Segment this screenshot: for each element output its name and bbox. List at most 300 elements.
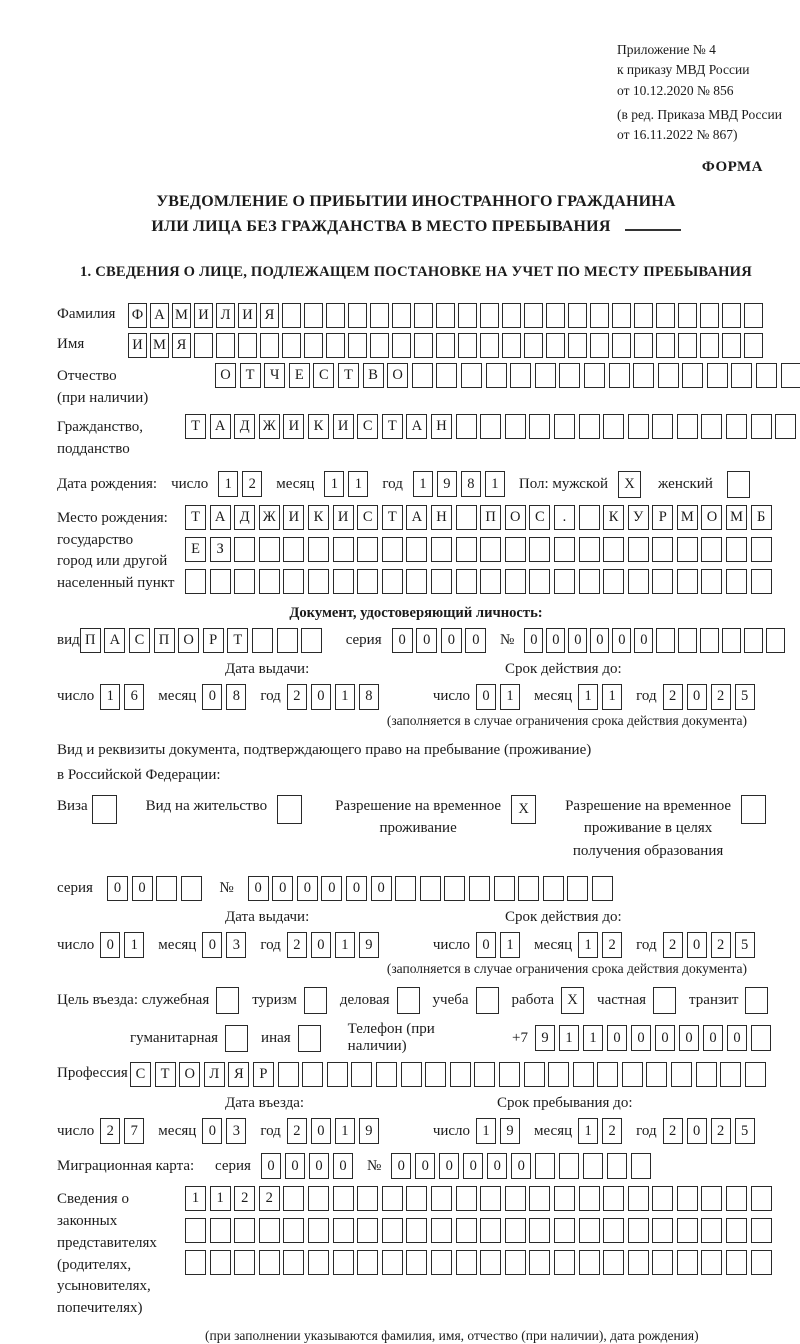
char-box[interactable] [543, 876, 564, 901]
char-box[interactable]: 3 [226, 932, 246, 958]
char-box[interactable] [458, 303, 477, 328]
char-box[interactable] [554, 1186, 575, 1211]
char-box[interactable] [568, 333, 587, 358]
char-box[interactable]: 0 [297, 876, 318, 901]
char-box[interactable]: 0 [655, 1025, 675, 1051]
char-box[interactable]: 0 [465, 628, 486, 653]
char-box[interactable] [210, 569, 231, 594]
char-box[interactable] [392, 303, 411, 328]
char-box[interactable]: 0 [371, 876, 392, 901]
blank-underline[interactable] [625, 217, 681, 231]
char-box[interactable]: 0 [476, 932, 496, 958]
char-box[interactable] [480, 537, 501, 562]
char-box[interactable]: 2 [711, 932, 731, 958]
char-box[interactable] [436, 333, 455, 358]
char-box[interactable] [259, 1218, 280, 1243]
char-box[interactable] [252, 628, 273, 653]
char-box[interactable]: 2 [287, 1118, 307, 1144]
char-box[interactable]: 0 [285, 1153, 305, 1179]
char-box[interactable] [628, 1218, 649, 1243]
char-box[interactable]: 0 [202, 1118, 222, 1144]
char-box[interactable]: Р [253, 1062, 274, 1087]
char-box[interactable]: 8 [461, 471, 481, 497]
char-box[interactable] [603, 569, 624, 594]
char-box[interactable] [480, 1218, 501, 1243]
char-box[interactable]: 5 [735, 684, 755, 710]
char-box[interactable] [326, 303, 345, 328]
char-box[interactable]: Ж [259, 414, 280, 439]
char-box[interactable] [554, 1218, 575, 1243]
char-box[interactable] [678, 333, 697, 358]
char-box[interactable]: 0 [590, 628, 609, 653]
char-box[interactable] [524, 333, 543, 358]
char-box[interactable]: 0 [439, 1153, 459, 1179]
char-box[interactable]: 0 [524, 628, 543, 653]
char-box[interactable] [301, 628, 322, 653]
char-box[interactable] [401, 1062, 422, 1087]
char-box[interactable]: 0 [679, 1025, 699, 1051]
char-box[interactable] [612, 303, 631, 328]
char-box[interactable] [505, 414, 526, 439]
char-box[interactable] [603, 1250, 624, 1275]
char-box[interactable] [185, 1250, 206, 1275]
char-box[interactable] [722, 628, 741, 653]
char-box[interactable]: А [104, 628, 125, 653]
char-box[interactable] [494, 876, 515, 901]
char-box[interactable]: И [283, 414, 304, 439]
char-box[interactable]: 0 [612, 628, 631, 653]
char-box[interactable] [584, 363, 605, 388]
char-box[interactable]: Т [185, 505, 206, 530]
char-box[interactable] [554, 537, 575, 562]
char-box[interactable] [529, 1250, 550, 1275]
char-box[interactable] [529, 1186, 550, 1211]
char-box[interactable] [631, 1153, 651, 1179]
char-box[interactable] [505, 537, 526, 562]
char-box[interactable] [392, 333, 411, 358]
char-box[interactable] [652, 537, 673, 562]
char-box[interactable]: 2 [711, 684, 731, 710]
char-box[interactable]: 0 [311, 684, 331, 710]
char-box[interactable]: 1 [335, 1118, 355, 1144]
char-box[interactable] [431, 1250, 452, 1275]
char-box[interactable] [474, 1062, 495, 1087]
char-box[interactable]: 1 [559, 1025, 579, 1051]
char-box[interactable]: У [628, 505, 649, 530]
char-box[interactable]: 1 [500, 932, 520, 958]
char-box[interactable]: 0 [416, 628, 437, 653]
char-box[interactable]: 0 [415, 1153, 435, 1179]
char-box[interactable] [612, 333, 631, 358]
char-box[interactable]: 7 [124, 1118, 144, 1144]
char-box[interactable]: З [210, 537, 231, 562]
char-box[interactable]: А [210, 505, 231, 530]
char-box[interactable] [590, 303, 609, 328]
char-box[interactable] [579, 1250, 600, 1275]
char-box[interactable]: 1 [602, 684, 622, 710]
char-box[interactable]: 0 [687, 1118, 707, 1144]
char-box[interactable]: 2 [259, 1186, 280, 1211]
char-box[interactable] [406, 1218, 427, 1243]
char-box[interactable] [677, 1250, 698, 1275]
char-box[interactable] [744, 303, 763, 328]
char-box[interactable] [480, 569, 501, 594]
char-box[interactable] [333, 1186, 354, 1211]
char-box[interactable] [436, 363, 457, 388]
char-box[interactable] [234, 1250, 255, 1275]
char-box[interactable] [412, 363, 433, 388]
char-box[interactable]: И [333, 414, 354, 439]
char-box[interactable]: О [387, 363, 408, 388]
char-box[interactable]: X [511, 795, 536, 824]
char-box[interactable] [751, 537, 772, 562]
char-box[interactable] [382, 537, 403, 562]
char-box[interactable] [185, 1218, 206, 1243]
char-box[interactable] [225, 1025, 248, 1052]
char-box[interactable]: Б [751, 505, 772, 530]
char-box[interactable]: X [561, 987, 584, 1014]
char-box[interactable] [461, 363, 482, 388]
char-box[interactable] [682, 363, 703, 388]
char-box[interactable] [652, 1218, 673, 1243]
char-box[interactable] [156, 876, 177, 901]
char-box[interactable] [304, 333, 323, 358]
char-box[interactable]: Л [216, 303, 235, 328]
char-box[interactable]: Т [338, 363, 359, 388]
char-box[interactable] [634, 303, 653, 328]
char-box[interactable]: 0 [391, 1153, 411, 1179]
char-box[interactable] [283, 569, 304, 594]
char-box[interactable]: 0 [392, 628, 413, 653]
char-box[interactable] [603, 414, 624, 439]
char-box[interactable] [502, 303, 521, 328]
char-box[interactable]: Т [155, 1062, 176, 1087]
char-box[interactable]: О [179, 1062, 200, 1087]
char-box[interactable]: С [357, 414, 378, 439]
char-box[interactable] [357, 537, 378, 562]
char-box[interactable] [194, 333, 213, 358]
char-box[interactable]: Я [260, 303, 279, 328]
char-box[interactable]: 1 [185, 1186, 206, 1211]
char-box[interactable] [234, 537, 255, 562]
char-box[interactable] [326, 333, 345, 358]
char-box[interactable]: 2 [234, 1186, 255, 1211]
char-box[interactable] [751, 1025, 771, 1051]
char-box[interactable]: С [130, 1062, 151, 1087]
char-box[interactable] [406, 569, 427, 594]
char-box[interactable] [357, 1218, 378, 1243]
char-box[interactable]: О [505, 505, 526, 530]
char-box[interactable] [751, 1186, 772, 1211]
char-box[interactable]: И [283, 505, 304, 530]
char-box[interactable] [210, 1250, 231, 1275]
char-box[interactable]: 9 [535, 1025, 555, 1051]
char-box[interactable] [583, 1153, 603, 1179]
char-box[interactable] [700, 333, 719, 358]
char-box[interactable] [603, 1218, 624, 1243]
char-box[interactable] [382, 569, 403, 594]
char-box[interactable]: И [238, 303, 257, 328]
char-box[interactable]: 0 [309, 1153, 329, 1179]
char-box[interactable] [458, 333, 477, 358]
char-box[interactable]: К [308, 505, 329, 530]
char-box[interactable]: О [701, 505, 722, 530]
char-box[interactable]: 0 [441, 628, 462, 653]
char-box[interactable] [357, 1186, 378, 1211]
char-box[interactable]: М [172, 303, 191, 328]
char-box[interactable]: 0 [687, 932, 707, 958]
char-box[interactable] [745, 1062, 766, 1087]
char-box[interactable] [333, 1250, 354, 1275]
char-box[interactable] [308, 1218, 329, 1243]
char-box[interactable] [476, 987, 499, 1014]
char-box[interactable]: И [333, 505, 354, 530]
char-box[interactable]: 2 [602, 1118, 622, 1144]
char-box[interactable]: 1 [413, 471, 433, 497]
char-box[interactable] [277, 795, 302, 824]
char-box[interactable] [628, 1250, 649, 1275]
char-box[interactable] [524, 303, 543, 328]
char-box[interactable]: Е [185, 537, 206, 562]
char-box[interactable] [524, 1062, 545, 1087]
char-box[interactable] [579, 569, 600, 594]
char-box[interactable] [751, 414, 772, 439]
char-box[interactable] [700, 303, 719, 328]
char-box[interactable]: 5 [735, 1118, 755, 1144]
char-box[interactable]: Р [203, 628, 224, 653]
char-box[interactable] [726, 1218, 747, 1243]
char-box[interactable] [677, 1218, 698, 1243]
char-box[interactable] [282, 303, 301, 328]
char-box[interactable] [652, 414, 673, 439]
char-box[interactable]: 0 [546, 628, 565, 653]
char-box[interactable] [529, 569, 550, 594]
char-box[interactable] [726, 1250, 747, 1275]
char-box[interactable] [278, 1062, 299, 1087]
char-box[interactable] [283, 1218, 304, 1243]
char-box[interactable]: 1 [210, 1186, 231, 1211]
char-box[interactable] [348, 333, 367, 358]
char-box[interactable] [529, 414, 550, 439]
char-box[interactable] [456, 1250, 477, 1275]
char-box[interactable]: С [129, 628, 150, 653]
char-box[interactable] [726, 1186, 747, 1211]
char-box[interactable] [414, 303, 433, 328]
char-box[interactable] [678, 628, 697, 653]
char-box[interactable] [677, 569, 698, 594]
char-box[interactable] [597, 1062, 618, 1087]
char-box[interactable]: П [480, 505, 501, 530]
char-box[interactable] [370, 303, 389, 328]
char-box[interactable] [469, 876, 490, 901]
char-box[interactable] [628, 414, 649, 439]
char-box[interactable] [499, 1062, 520, 1087]
char-box[interactable] [238, 333, 257, 358]
char-box[interactable]: Ф [128, 303, 147, 328]
char-box[interactable] [259, 1250, 280, 1275]
char-box[interactable]: Я [228, 1062, 249, 1087]
char-box[interactable]: 0 [631, 1025, 651, 1051]
char-box[interactable] [745, 987, 768, 1014]
char-box[interactable] [628, 569, 649, 594]
char-box[interactable] [628, 1186, 649, 1211]
char-box[interactable]: 9 [437, 471, 457, 497]
char-box[interactable] [283, 1186, 304, 1211]
char-box[interactable]: А [406, 414, 427, 439]
char-box[interactable] [351, 1062, 372, 1087]
char-box[interactable] [277, 628, 298, 653]
char-box[interactable] [554, 569, 575, 594]
char-box[interactable] [707, 363, 728, 388]
char-box[interactable] [751, 1218, 772, 1243]
char-box[interactable] [505, 1250, 526, 1275]
char-box[interactable] [701, 414, 722, 439]
char-box[interactable]: 8 [226, 684, 246, 710]
char-box[interactable]: С [313, 363, 334, 388]
char-box[interactable]: 1 [583, 1025, 603, 1051]
char-box[interactable] [425, 1062, 446, 1087]
char-box[interactable] [480, 1186, 501, 1211]
char-box[interactable] [406, 1250, 427, 1275]
char-box[interactable] [701, 1250, 722, 1275]
char-box[interactable] [726, 414, 747, 439]
char-box[interactable] [701, 1186, 722, 1211]
char-box[interactable]: 0 [202, 684, 222, 710]
char-box[interactable] [260, 333, 279, 358]
char-box[interactable] [302, 1062, 323, 1087]
char-box[interactable] [658, 363, 679, 388]
char-box[interactable] [775, 414, 796, 439]
char-box[interactable] [333, 1218, 354, 1243]
char-box[interactable] [535, 363, 556, 388]
char-box[interactable] [456, 537, 477, 562]
char-box[interactable] [505, 1186, 526, 1211]
char-box[interactable]: 0 [607, 1025, 627, 1051]
char-box[interactable] [518, 876, 539, 901]
char-box[interactable] [456, 569, 477, 594]
char-box[interactable] [510, 363, 531, 388]
char-box[interactable] [726, 537, 747, 562]
char-box[interactable]: 0 [333, 1153, 353, 1179]
char-box[interactable]: 2 [663, 932, 683, 958]
char-box[interactable] [744, 628, 763, 653]
char-box[interactable] [505, 1218, 526, 1243]
char-box[interactable]: Л [204, 1062, 225, 1087]
char-box[interactable] [234, 1218, 255, 1243]
char-box[interactable] [431, 537, 452, 562]
char-box[interactable] [633, 363, 654, 388]
char-box[interactable] [751, 1250, 772, 1275]
char-box[interactable] [450, 1062, 471, 1087]
char-box[interactable]: О [178, 628, 199, 653]
char-box[interactable] [546, 303, 565, 328]
char-box[interactable] [701, 537, 722, 562]
char-box[interactable] [652, 569, 673, 594]
char-box[interactable]: 1 [218, 471, 238, 497]
char-box[interactable]: В [363, 363, 384, 388]
char-box[interactable] [216, 987, 239, 1014]
char-box[interactable] [480, 414, 501, 439]
char-box[interactable]: 0 [202, 932, 222, 958]
char-box[interactable] [420, 876, 441, 901]
char-box[interactable] [486, 363, 507, 388]
char-box[interactable] [559, 363, 580, 388]
char-box[interactable]: 0 [132, 876, 153, 901]
char-box[interactable] [308, 569, 329, 594]
char-box[interactable] [603, 537, 624, 562]
char-box[interactable] [431, 569, 452, 594]
char-box[interactable] [382, 1218, 403, 1243]
char-box[interactable]: И [128, 333, 147, 358]
char-box[interactable]: 0 [272, 876, 293, 901]
char-box[interactable] [304, 987, 327, 1014]
char-box[interactable]: 5 [735, 932, 755, 958]
char-box[interactable] [766, 628, 785, 653]
char-box[interactable]: 2 [663, 684, 683, 710]
char-box[interactable]: 9 [359, 1118, 379, 1144]
char-box[interactable]: Т [382, 505, 403, 530]
char-box[interactable] [456, 1186, 477, 1211]
char-box[interactable]: И [194, 303, 213, 328]
char-box[interactable] [646, 1062, 667, 1087]
char-box[interactable]: 0 [487, 1153, 507, 1179]
char-box[interactable]: 2 [287, 684, 307, 710]
char-box[interactable]: 2 [287, 932, 307, 958]
char-box[interactable] [234, 569, 255, 594]
char-box[interactable]: 2 [711, 1118, 731, 1144]
char-box[interactable]: Ч [264, 363, 285, 388]
char-box[interactable] [701, 569, 722, 594]
char-box[interactable] [397, 987, 420, 1014]
char-box[interactable] [603, 1186, 624, 1211]
char-box[interactable] [622, 1062, 643, 1087]
char-box[interactable] [436, 303, 455, 328]
char-box[interactable]: Т [240, 363, 261, 388]
char-box[interactable]: 0 [634, 628, 653, 653]
char-box[interactable] [282, 333, 301, 358]
char-box[interactable] [579, 505, 600, 530]
char-box[interactable] [652, 1186, 673, 1211]
char-box[interactable]: 0 [568, 628, 587, 653]
char-box[interactable] [431, 1186, 452, 1211]
char-box[interactable] [529, 537, 550, 562]
char-box[interactable] [726, 569, 747, 594]
char-box[interactable] [283, 537, 304, 562]
char-box[interactable]: 1 [335, 932, 355, 958]
char-box[interactable]: 0 [463, 1153, 483, 1179]
char-box[interactable] [505, 569, 526, 594]
char-box[interactable]: 3 [226, 1118, 246, 1144]
char-box[interactable]: М [726, 505, 747, 530]
char-box[interactable] [283, 1250, 304, 1275]
char-box[interactable]: 0 [727, 1025, 747, 1051]
char-box[interactable] [656, 333, 675, 358]
char-box[interactable] [382, 1250, 403, 1275]
char-box[interactable]: 1 [100, 684, 120, 710]
char-box[interactable]: 0 [703, 1025, 723, 1051]
char-box[interactable] [671, 1062, 692, 1087]
char-box[interactable] [678, 303, 697, 328]
char-box[interactable] [259, 569, 280, 594]
char-box[interactable]: 1 [500, 684, 520, 710]
char-box[interactable] [185, 569, 206, 594]
char-box[interactable] [376, 1062, 397, 1087]
char-box[interactable] [406, 537, 427, 562]
char-box[interactable]: А [150, 303, 169, 328]
char-box[interactable]: С [357, 505, 378, 530]
char-box[interactable] [92, 795, 117, 824]
char-box[interactable] [628, 537, 649, 562]
